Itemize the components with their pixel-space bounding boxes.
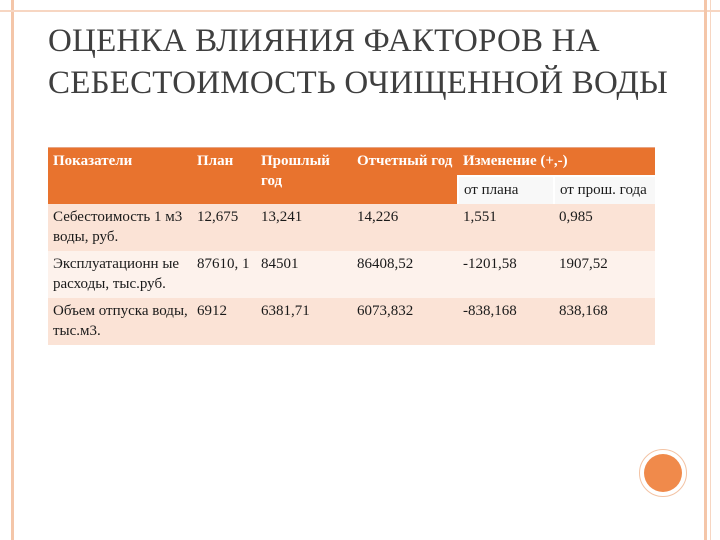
cell-current: 6073,832 [352,298,458,345]
frame-line-top [0,10,720,12]
cost-table [48,148,655,345]
cell-from-prev: 838,168 [554,298,655,345]
table-row [48,251,655,298]
cell-indicator: Объем отпуска воды, тыс.м3. [48,298,192,345]
cell-previous: 84501 [256,251,352,298]
cell-current: 86408,52 [352,251,458,298]
header-previous: Прошлый год [256,148,352,204]
header-from-plan: от плана [458,176,554,204]
frame-line-right [704,0,707,540]
cell-plan: 12,675 [192,204,256,251]
header-plan: План [192,148,256,204]
header-current: Отчетный год [352,148,458,204]
table-row [48,298,655,345]
frame-line-right-thin [710,0,711,540]
header-change: Изменение (+,-) [458,148,655,176]
cell-from-plan: 1,551 [458,204,554,251]
slide-title: ОЦЕНКА ВЛИЯНИЯ ФАКТОРОВ НА СЕБЕСТОИМОСТЬ ОЧИЩЕННОЙ ВОДЫ [48,23,669,101]
cell-plan: 6912 [192,298,256,345]
frame-line-left [11,0,14,540]
cell-indicator: Себестоимость 1 м3 воды, руб. [48,204,192,251]
header-indicator: Показатели [48,148,192,204]
cell-previous: 13,241 [256,204,352,251]
cell-previous: 6381,71 [256,298,352,345]
cell-from-prev: 1907,52 [554,251,655,298]
cell-from-plan: -1201,58 [458,251,554,298]
cell-from-prev: 0,985 [554,204,655,251]
orange-circle-icon-fill [644,454,682,492]
cell-indicator: Эксплуатационн ые расходы, тыс.руб. [48,251,192,298]
cell-from-plan: -838,168 [458,298,554,345]
cell-current: 14,226 [352,204,458,251]
table-row [48,204,655,251]
cell-plan: 87610, 1 [192,251,256,298]
header-from-prev: от прош. года [554,176,655,204]
